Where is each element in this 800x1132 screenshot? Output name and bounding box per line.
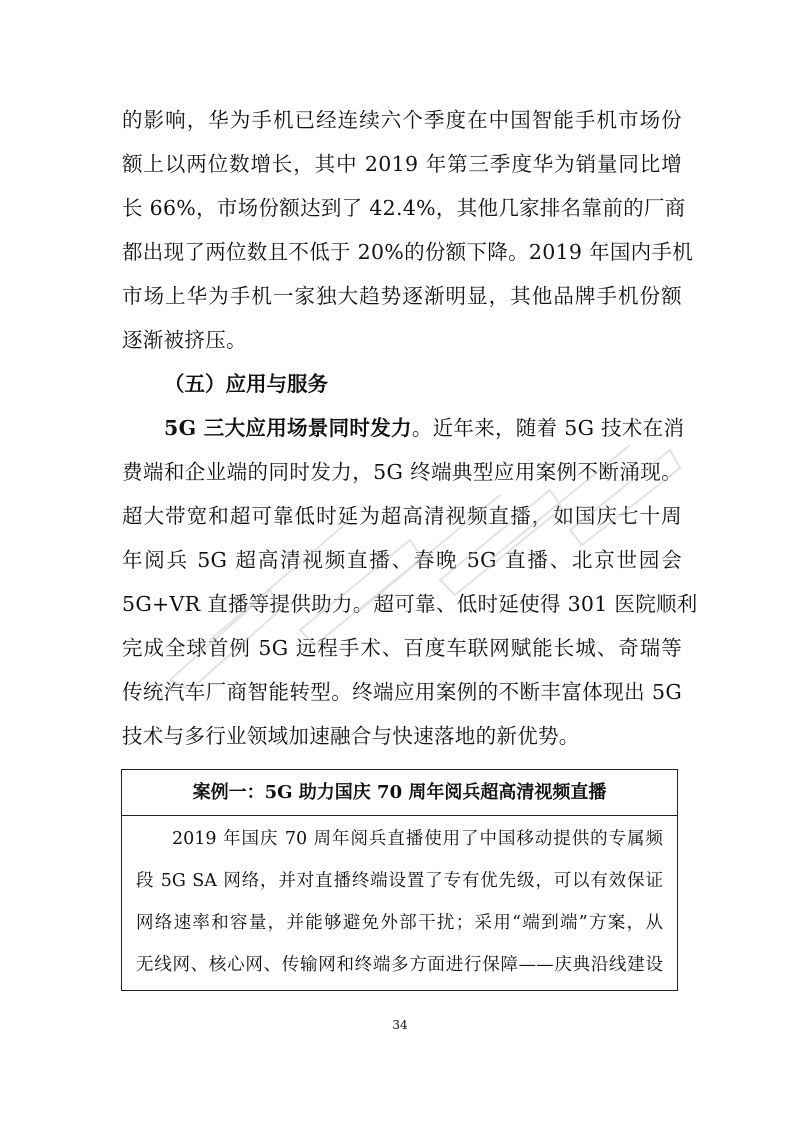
case-body [122, 816, 677, 986]
paragraph-1-line-1: 的影响，华为手机已经连续六个季度在中国智能手机市场份 [122, 108, 682, 132]
paragraph-2-line-4: 年阅兵 5G 超高清视频直播、春晚 5G 直播、北京世园会 [122, 548, 682, 572]
paragraph-2-line-2: 费端和企业端的同时发力，5G 终端典型应用案例不断涌现。 [122, 460, 682, 484]
paragraph-2-line-3: 超大带宽和超可靠低时延为超高清视频直播，如国庆七十周 [122, 504, 682, 528]
paragraph-2-lead-rest: 。近年来，随着 5G 技术在消 [411, 416, 685, 440]
case-title: 案例一：5G 助力国庆 70 周年阅兵超高清视频直播 [122, 770, 677, 816]
body-text [122, 98, 698, 758]
paragraph-2-line-5: 5G+VR 直播等提供助力。超可靠、低时延使得 301 医院顺利 [122, 592, 698, 616]
paragraph-2-lead-bold: 5G 三大应用场景同时发力 [164, 416, 412, 440]
case-line-4: 无线网、核心网、传输网和终端多方面进行保障——庆典沿线建设 [136, 955, 663, 975]
case-line-2: 段 5G SA 网络，并对直播终端设置了专有优先级，可以有效保证 [136, 871, 663, 891]
paragraph-2-line-7: 传统汽车厂商智能转型。终端应用案例的不断丰富体现出 5G [122, 680, 682, 704]
paragraph-1-line-3: 长 66%，市场份额达到了 42.4%，其他几家排名靠前的厂商 [122, 196, 686, 220]
paragraph-1-line-4: 都出现了两位数且不低于 20%的份额下降。2019 年国内手机 [122, 240, 694, 264]
paragraph-1-line-2: 额上以两位数增长，其中 2019 年第三季度华为销量同比增 [122, 152, 682, 176]
case-line-1: 2019 年国庆 70 周年阅兵直播使用了中国移动提供的专属频 [172, 829, 663, 849]
paragraph-1-line-6: 逐渐被挤压。 [122, 328, 247, 352]
paragraph-2-line-1 [122, 406, 685, 450]
page-number: 34 [392, 1018, 408, 1032]
case-line-3: 网络速率和容量，并能够避免外部干扰；采用“端到端”方案，从 [136, 913, 663, 933]
case-box [121, 769, 678, 991]
paragraph-1-line-5: 市场上华为手机一家独大趋势逐渐明显，其他品牌手机份额 [122, 284, 682, 308]
section-heading: （五）应用与服务 [164, 372, 328, 396]
paragraph-2-line-8: 技术与多行业领域加速融合与快速落地的新优势。 [122, 724, 580, 748]
paragraph-2-line-6: 完成全球首例 5G 远程手术、百度车联网赋能长城、奇瑞等 [122, 636, 682, 660]
